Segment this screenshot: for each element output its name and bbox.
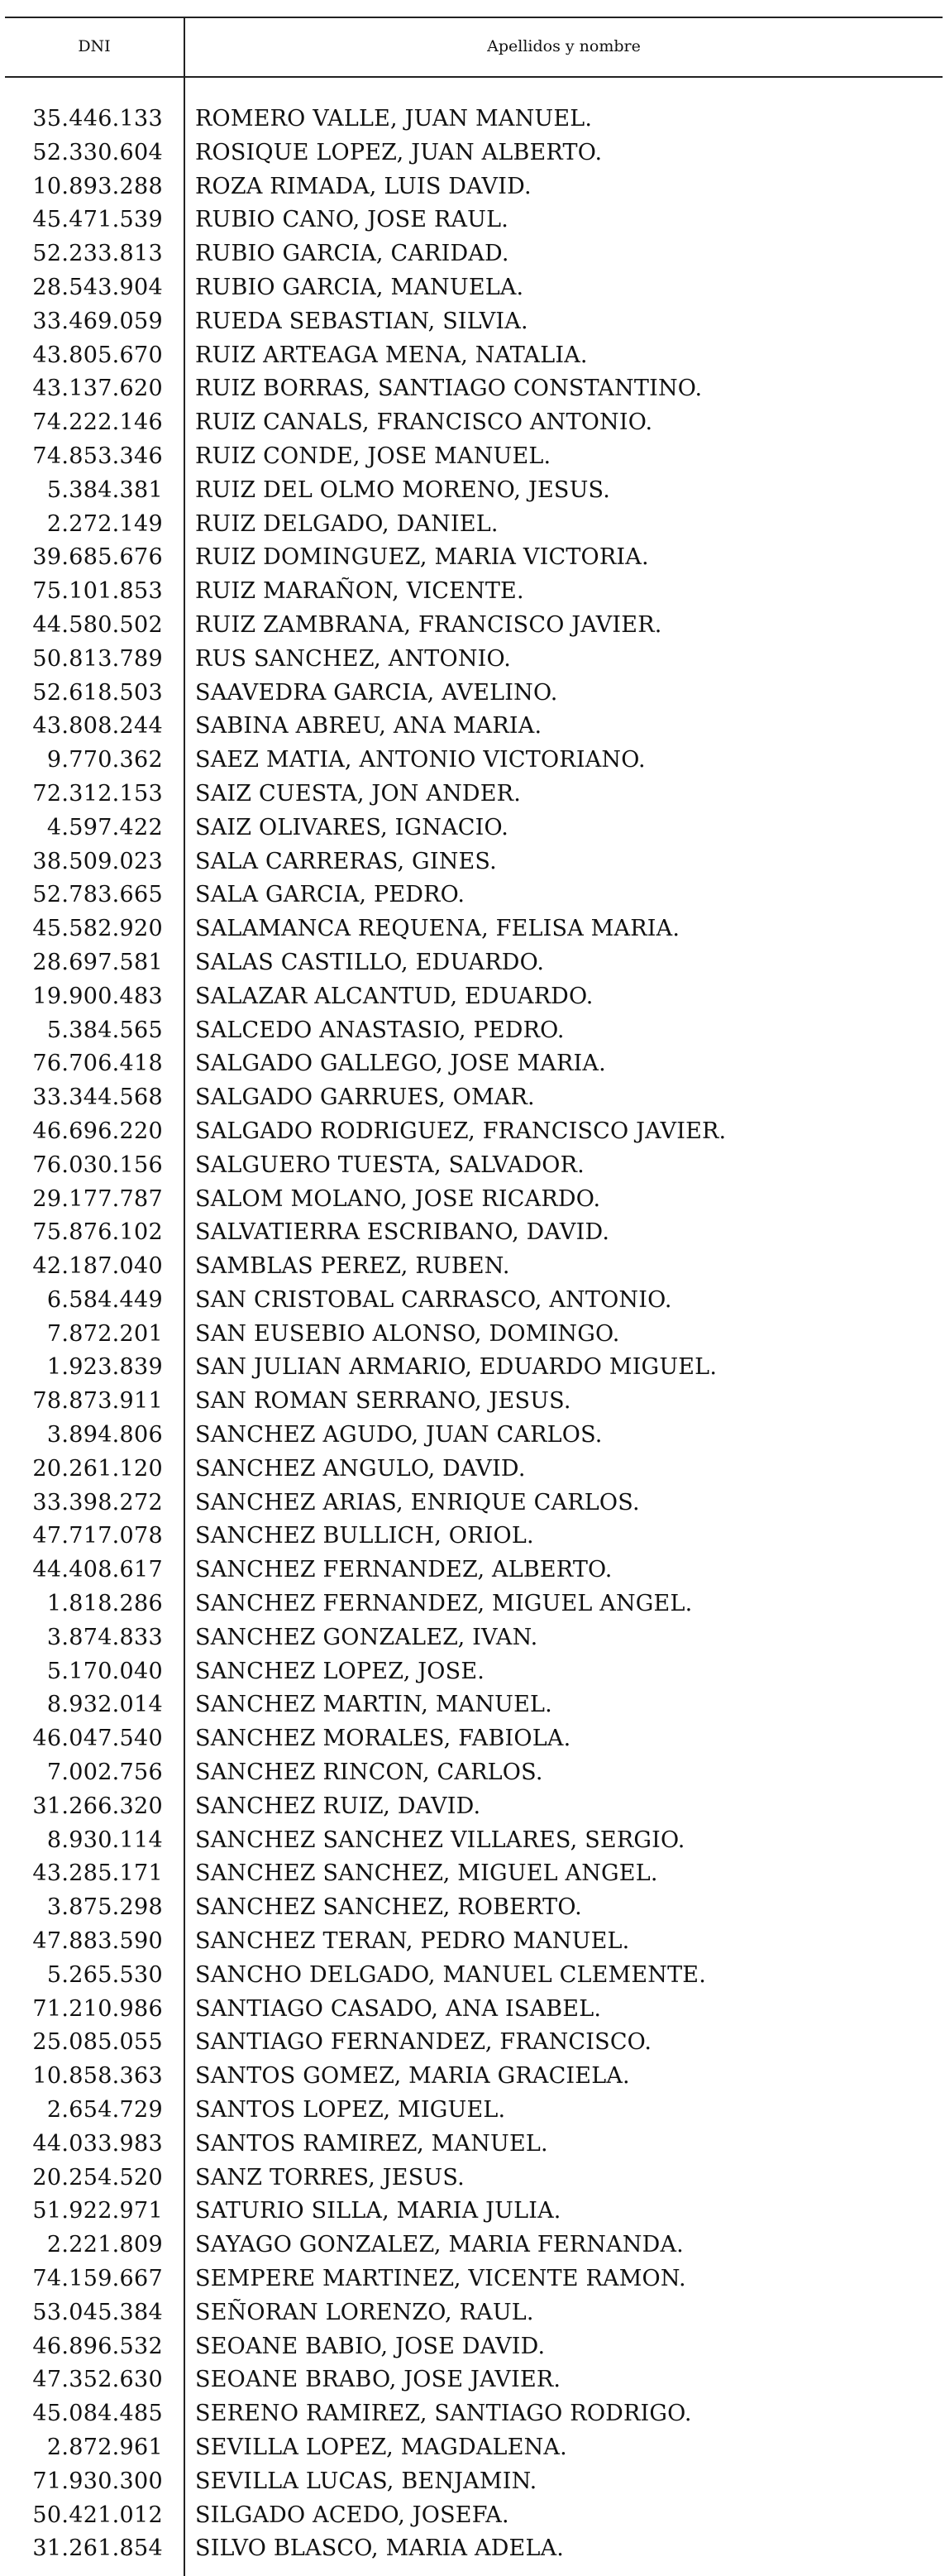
- name-cell: SALVATIERRA ESCRIBANO, DAVID.: [195, 1219, 610, 1246]
- dni-cell: 50.813.789: [32, 645, 163, 672]
- dni-cell: 43.808.244: [32, 713, 163, 740]
- table-row: [0, 103, 950, 136]
- name-cell: RUIZ MARAÑON, VICENTE.: [195, 578, 524, 605]
- name-cell: SALGADO RODRIGUEZ, FRANCISCO JAVIER.: [195, 1118, 727, 1144]
- dni-cell: 25.085.055: [32, 2029, 163, 2056]
- dni-cell: 2.221.809: [46, 2232, 163, 2258]
- table-row: [0, 1857, 950, 1891]
- table-row: [0, 1756, 950, 1790]
- dni-cell: 5.384.565: [46, 1017, 163, 1043]
- dni-cell: 20.261.120: [32, 1455, 163, 1482]
- dni-cell: 53.045.384: [32, 2299, 163, 2325]
- name-cell: SALAS CASTILLO, EDUARDO.: [195, 949, 545, 975]
- table-row: [0, 1959, 950, 1993]
- table-row: [0, 1419, 950, 1453]
- name-cell: RUEDA SEBASTIAN, SILVIA.: [195, 308, 528, 334]
- name-cell: SEOANE BRABO, JOSE JAVIER.: [195, 2367, 561, 2393]
- name-cell: RUIZ ZAMBRANA, FRANCISCO JAVIER.: [195, 611, 662, 638]
- table-row: [0, 1520, 950, 1554]
- dni-cell: 20.254.520: [32, 2164, 163, 2191]
- name-cell: SANCHEZ FERNANDEZ, ALBERTO.: [195, 1557, 613, 1583]
- name-cell: SEOANE BABIO, JOSE DAVID.: [195, 2333, 546, 2359]
- table-row: [0, 1722, 950, 1756]
- table-row: [0, 2499, 950, 2533]
- dni-cell: 5.265.530: [46, 1961, 163, 1988]
- column-header-name: Apellidos y nombre: [487, 37, 641, 55]
- name-cell: SANCHEZ RINCON, CARLOS.: [195, 1760, 543, 1786]
- table-row: [0, 1081, 950, 1115]
- dni-cell: 8.932.014: [46, 1692, 163, 1718]
- dni-cell: 29.177.787: [32, 1185, 163, 1212]
- name-cell: SANCHEZ SANCHEZ, MIGUEL ANGEL.: [195, 1860, 658, 1887]
- dni-cell: 3.894.806: [46, 1422, 163, 1448]
- dni-cell: 50.421.012: [32, 2502, 163, 2528]
- name-cell: SANTOS RAMIREZ, MANUEL.: [195, 2130, 548, 2157]
- dni-cell: 45.471.539: [32, 207, 163, 233]
- table-row: [0, 1351, 950, 1385]
- table-row: [0, 2195, 950, 2229]
- name-cell: SANTIAGO CASADO, ANA ISABEL.: [195, 1995, 602, 2022]
- table-row: [0, 170, 950, 204]
- name-cell: SANCHEZ SANCHEZ, ROBERTO.: [195, 1894, 582, 1921]
- name-cell: RUIZ CONDE, JOSE MANUEL.: [195, 443, 551, 469]
- dni-cell: 76.706.418: [32, 1051, 163, 1077]
- table-row: [0, 1284, 950, 1318]
- name-cell: SERENO RAMIREZ, SANTIAGO RODRIGO.: [195, 2401, 692, 2427]
- name-cell: SAN JULIAN ARMARIO, EDUARDO MIGUEL.: [195, 1354, 718, 1381]
- table-row: [0, 2094, 950, 2128]
- name-cell: RUIZ BORRAS, SANTIAGO CONSTANTINO.: [195, 376, 703, 402]
- name-cell: SAIZ OLIVARES, IGNACIO.: [195, 814, 509, 840]
- table-body: [0, 103, 950, 2566]
- dni-cell: 19.900.483: [32, 983, 163, 1009]
- dni-cell: 5.170.040: [46, 1658, 163, 1684]
- dni-cell: 39.685.676: [32, 544, 163, 571]
- name-cell: RUIZ CANALS, FRANCISCO ANTONIO.: [195, 409, 653, 436]
- name-cell: SANCHEZ RUIZ, DAVID.: [195, 1793, 481, 1819]
- name-cell: SANCHEZ AGUDO, JUAN CARLOS.: [195, 1422, 603, 1448]
- dni-cell: 46.696.220: [32, 1118, 163, 1144]
- name-cell: SANZ TORRES, JESUS.: [195, 2164, 465, 2191]
- dni-cell: 42.187.040: [32, 1253, 163, 1280]
- table-row: [0, 879, 950, 912]
- name-cell: SANCHEZ MARTIN, MANUEL.: [195, 1692, 552, 1718]
- name-cell: SAEZ MATIA, ANTONIO VICTORIANO.: [195, 747, 646, 773]
- column-header-dni: DNI: [78, 37, 111, 55]
- name-cell: SANTIAGO FERNANDEZ, FRANCISCO.: [195, 2029, 652, 2056]
- name-cell: SEVILLA LUCAS, BENJAMIN.: [195, 2468, 537, 2494]
- dni-cell: 52.783.665: [32, 882, 163, 908]
- dni-cell: 2.272.149: [46, 510, 163, 537]
- name-cell: SALGUERO TUESTA, SALVADOR.: [195, 1152, 585, 1178]
- dni-cell: 2.654.729: [46, 2097, 163, 2124]
- table-row: [0, 946, 950, 980]
- table-row: [0, 2363, 950, 2397]
- dni-cell: 31.261.854: [32, 2535, 163, 2562]
- name-cell: SAN CRISTOBAL CARRASCO, ANTONIO.: [195, 1286, 672, 1313]
- name-cell: ROMERO VALLE, JUAN MANUEL.: [195, 106, 593, 132]
- dni-cell: 43.805.670: [32, 342, 163, 368]
- dni-cell: 33.344.568: [32, 1085, 163, 1111]
- dni-cell: 31.266.320: [32, 1793, 163, 1819]
- table-row: [0, 575, 950, 609]
- dni-cell: 44.408.617: [32, 1557, 163, 1583]
- table-row: [0, 710, 950, 744]
- dni-cell: 47.883.590: [32, 1928, 163, 1955]
- dni-cell: 5.384.381: [46, 476, 163, 503]
- dni-cell: 75.101.853: [32, 578, 163, 605]
- dni-cell: 28.543.904: [32, 274, 163, 300]
- dni-cell: 44.033.983: [32, 2130, 163, 2157]
- name-cell: SEMPERE MARTINEZ, VICENTE RAMON.: [195, 2266, 686, 2291]
- table-row: [0, 1925, 950, 1959]
- name-cell: SALCEDO ANASTASIO, PEDRO.: [195, 1017, 565, 1043]
- table-row: [0, 2060, 950, 2094]
- name-cell: RUIZ DELGADO, DANIEL.: [195, 510, 499, 537]
- name-cell: SANTOS LOPEZ, MIGUEL.: [195, 2097, 506, 2124]
- table-row: [0, 1487, 950, 1520]
- table-row: [0, 1993, 950, 2027]
- name-cell: SAYAGO GONZALEZ, MARIA FERNANDA.: [195, 2232, 684, 2258]
- dni-cell: 47.352.630: [32, 2367, 163, 2393]
- name-cell: SANCHEZ GONZALEZ, IVAN.: [195, 1624, 538, 1650]
- name-cell: SABINA ABREU, ANA MARIA.: [195, 713, 542, 740]
- table-row: [0, 2431, 950, 2465]
- name-cell: SALAMANCA REQUENA, FELISA MARIA.: [195, 916, 680, 942]
- name-cell: ROZA RIMADA, LUIS DAVID.: [195, 173, 532, 199]
- dni-cell: 28.697.581: [32, 949, 163, 975]
- name-cell: SANCHEZ BULLICH, ORIOL.: [195, 1523, 534, 1549]
- dni-cell: 1.923.839: [46, 1354, 163, 1381]
- table-row: [0, 1891, 950, 1925]
- table-row: [0, 980, 950, 1014]
- dni-cell: 78.873.911: [32, 1388, 163, 1415]
- name-cell: SALA GARCIA, PEDRO.: [195, 882, 465, 908]
- table-row: [0, 271, 950, 305]
- table-row: [0, 339, 950, 373]
- table-row: [0, 2330, 950, 2364]
- name-cell: SAIZ CUESTA, JON ANDER.: [195, 780, 521, 807]
- dni-cell: 74.159.667: [32, 2266, 163, 2291]
- table-row: [0, 1014, 950, 1048]
- table-row: [0, 1824, 950, 1858]
- table-row: [0, 1385, 950, 1419]
- name-cell: RUIZ DOMINGUEZ, MARIA VICTORIA.: [195, 544, 649, 571]
- name-cell: RUS SANCHEZ, ANTONIO.: [195, 645, 512, 672]
- name-cell: RUBIO CANO, JOSE RAUL.: [195, 207, 509, 233]
- dni-cell: 46.896.532: [32, 2333, 163, 2359]
- table-row: [0, 2296, 950, 2330]
- table-row: [0, 812, 950, 845]
- table-row: [0, 1688, 950, 1722]
- dni-cell: 10.858.363: [32, 2063, 163, 2090]
- name-cell: SALOM MOLANO, JOSE RICARDO.: [195, 1185, 601, 1212]
- table-row: [0, 1115, 950, 1149]
- dni-cell: 8.930.114: [46, 1827, 163, 1853]
- dni-cell: 43.285.171: [32, 1860, 163, 1887]
- table-row: [0, 1655, 950, 1689]
- dni-cell: 51.922.971: [32, 2198, 163, 2224]
- table-row: [0, 778, 950, 812]
- name-cell: SANCHEZ MORALES, FABIOLA.: [195, 1726, 571, 1752]
- name-cell: SANCHEZ ARIAS, ENRIQUE CARLOS.: [195, 1489, 640, 1515]
- table-row: [0, 508, 950, 542]
- table-row: [0, 2532, 950, 2566]
- table-row: [0, 1047, 950, 1081]
- table-row: [0, 2162, 950, 2195]
- dni-cell: 74.222.146: [32, 409, 163, 436]
- table-row: [0, 305, 950, 339]
- table-row: [0, 2465, 950, 2499]
- table-row: [0, 744, 950, 778]
- dni-cell: 76.030.156: [32, 1152, 163, 1178]
- table-row: [0, 2026, 950, 2060]
- name-cell: SILGADO ACEDO, JOSEFA.: [195, 2502, 509, 2528]
- table-row: [0, 2229, 950, 2262]
- dni-cell: 52.233.813: [32, 241, 163, 267]
- dni-cell: 3.874.833: [46, 1624, 163, 1650]
- name-cell: SAN EUSEBIO ALONSO, DOMINGO.: [195, 1320, 620, 1347]
- table-row: [0, 1318, 950, 1352]
- name-cell: RUIZ ARTEAGA MENA, NATALIA.: [195, 342, 588, 368]
- dni-cell: 47.717.078: [32, 1523, 163, 1549]
- table-row: [0, 2397, 950, 2431]
- name-cell: RUIZ DEL OLMO MORENO, JESUS.: [195, 476, 611, 503]
- dni-cell: 52.330.604: [32, 139, 163, 165]
- dni-cell: 45.084.485: [32, 2401, 163, 2427]
- name-cell: SAAVEDRA GARCIA, AVELINO.: [195, 679, 558, 706]
- name-cell: SANCHEZ SANCHEZ VILLARES, SERGIO.: [195, 1827, 685, 1853]
- name-cell: SALA CARRERAS, GINES.: [195, 848, 497, 874]
- dni-cell: 44.580.502: [32, 611, 163, 638]
- table-row: [0, 1621, 950, 1655]
- table-row: [0, 643, 950, 677]
- dni-cell: 75.876.102: [32, 1219, 163, 1246]
- name-cell: ROSIQUE LOPEZ, JUAN ALBERTO.: [195, 139, 603, 165]
- table-row: [0, 406, 950, 440]
- dni-cell: 35.446.133: [32, 106, 163, 132]
- table-row: [0, 237, 950, 271]
- name-cell: SANCHEZ FERNANDEZ, MIGUEL ANGEL.: [195, 1591, 693, 1617]
- name-cell: SALGADO GALLEGO, JOSE MARIA.: [195, 1051, 606, 1077]
- name-cell: SANCHEZ TERAN, PEDRO MANUEL.: [195, 1928, 630, 1955]
- table-row: [0, 1587, 950, 1621]
- dni-cell: 33.469.059: [32, 308, 163, 334]
- name-cell: SALGADO GARRUES, OMAR.: [195, 1085, 535, 1111]
- dni-cell: 46.047.540: [32, 1726, 163, 1752]
- table-row: [0, 912, 950, 946]
- dni-cell: 43.137.620: [32, 376, 163, 402]
- dni-cell: 71.930.300: [32, 2468, 163, 2494]
- dni-cell: 52.618.503: [32, 679, 163, 706]
- dni-cell: 38.509.023: [32, 848, 163, 874]
- dni-cell: 71.210.986: [32, 1995, 163, 2022]
- table-row: [0, 203, 950, 237]
- table-row: [0, 2262, 950, 2296]
- name-cell: SEVILLA LOPEZ, MAGDALENA.: [195, 2434, 567, 2460]
- dni-cell: 72.312.153: [32, 780, 163, 807]
- table-row: [0, 1183, 950, 1217]
- dni-cell: 6.584.449: [46, 1286, 163, 1313]
- name-cell: RUBIO GARCIA, MANUELA.: [195, 274, 524, 300]
- table-row: [0, 1453, 950, 1487]
- dni-cell: 10.893.288: [32, 173, 163, 199]
- name-cell: SEÑORAN LORENZO, RAUL.: [195, 2299, 534, 2325]
- dni-cell: 9.770.362: [46, 747, 163, 773]
- name-cell: SANCHEZ ANGULO, DAVID.: [195, 1455, 526, 1482]
- table-row: [0, 1216, 950, 1250]
- table-row: [0, 677, 950, 711]
- table-row: [0, 1149, 950, 1183]
- dni-cell: 33.398.272: [32, 1489, 163, 1515]
- table-row: [0, 474, 950, 508]
- name-cell: SALAZAR ALCANTUD, EDUARDO.: [195, 983, 594, 1009]
- dni-cell: 3.875.298: [46, 1894, 163, 1921]
- dni-cell: 74.853.346: [32, 443, 163, 469]
- table-row: [0, 541, 950, 575]
- name-cell: SANTOS GOMEZ, MARIA GRACIELA.: [195, 2063, 630, 2090]
- dni-cell: 7.002.756: [46, 1760, 163, 1786]
- table-row: [0, 609, 950, 643]
- name-cell: SILVO BLASCO, MARIA ADELA.: [195, 2535, 565, 2562]
- name-cell: SANCHEZ LOPEZ, JOSE.: [195, 1658, 485, 1684]
- dni-cell: 7.872.201: [46, 1320, 163, 1347]
- table-row: [0, 2128, 950, 2162]
- table-row: [0, 136, 950, 170]
- table-row: [0, 372, 950, 406]
- name-cell: SAN ROMAN SERRANO, JESUS.: [195, 1388, 571, 1415]
- name-cell: SANCHO DELGADO, MANUEL CLEMENTE.: [195, 1961, 706, 1988]
- name-cell: SATURIO SILLA, MARIA JULIA.: [195, 2198, 561, 2224]
- dni-cell: 45.582.920: [32, 916, 163, 942]
- header-bottom-rule: [5, 76, 943, 78]
- name-cell: SAMBLAS PEREZ, RUBEN.: [195, 1253, 510, 1280]
- table-row: [0, 440, 950, 474]
- dni-cell: 1.818.286: [46, 1591, 163, 1617]
- table-row: [0, 1554, 950, 1587]
- table-row: [0, 845, 950, 879]
- table-row: [0, 1790, 950, 1824]
- dni-cell: 2.872.961: [46, 2434, 163, 2460]
- name-cell: RUBIO GARCIA, CARIDAD.: [195, 241, 509, 267]
- table-row: [0, 1250, 950, 1284]
- dni-cell: 4.597.422: [46, 814, 163, 840]
